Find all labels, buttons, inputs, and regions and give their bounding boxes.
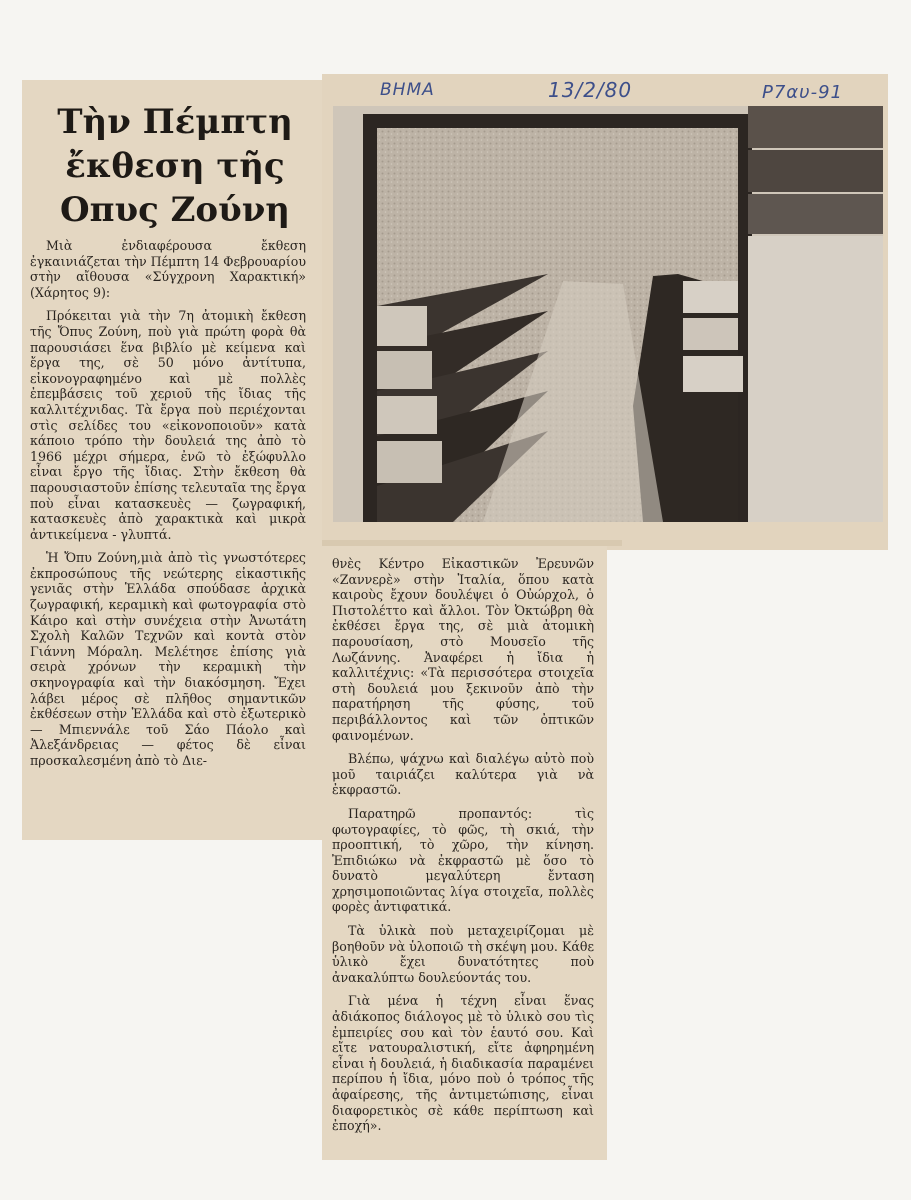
- paragraph: Παρατηρῶ προπαντός: τὶς φωτογραφίες, τὸ φῶς, τὴ σκιά, τὴν προοπτική, τὸ χῶρο, τὴν κίνηση. Ἐπιδιώκω νὰ ἐκφραστῶ μὲ ὅσο τὸ δυνατὸ μεγαλύτερη ἔνταση χρησιμοποιῶντας λίγα στοιχεῖα, πολλὲς φορὲς ἀντιφατικά.: [332, 805, 594, 915]
- paragraph: Τὰ ὑλικὰ ποὺ μεταχειρίζομαι μὲ βοηθοῦν νὰ ὑλοποιῶ τὴ σκέψη μου. Κάθε ὑλικὸ ἔχει δυνατότητες ποὺ ἀνακαλύπτω δουλεύοντάς του.: [332, 923, 594, 985]
- paragraph: Γιὰ μένα ἡ τέχνη εἶναι ἕνας ἀδιάκοπος διάλογος μὲ τὸ ὑλικὸ σου τὶς ἐμπειρίες σου καὶ τὸν ἑαυτό σου. Καὶ εἴτε νατουραλιστική, εἴτε ἀφηρημένη εἶναι ἡ δουλειά, ἡ διαδικασία παραμένει περίπου ἡ ἴδια, μόνο ποὺ ὁ τρόπος τῆς ἀφαίρεσης, τῆς ἀντιμετώπισης, εἶναι διαφορετικὸς σὲ κάθε περίπτωση καὶ ἐποχή».: [332, 993, 594, 1134]
- paragraph: Μιὰ ἐνδιαφέρουσα ἔκθεση ἐγκαινιάζεται τὴν Πέμπτη 14 Φεβρουαρίου στὴν αἴθουσα «Σύγχρονη Χαρακτική» (Χάρητος 9):: [30, 238, 306, 300]
- paragraph: Ἡ Ὄπυ Ζούνη,μιὰ ἀπὸ τὶς γνωστότερες ἐκπροσώπους τῆς νεώτερης εἰκαστικῆς γενιᾶς στὴν Ἑλλάδα σπούδασε ἀρχικὰ ζωγραφική, κεραμικὴ καὶ φωτογραφία στὸ Κάιρο καὶ στὴν συνέχεια στὴν Ἀνωτάτη Σχολὴ Καλῶν Τεχνῶν καὶ κοντὰ στὸν Γιάννη Μόραλη. Μελέτησε ἐπίσης γιὰ σειρὰ χρόνων τὴν κεραμικὴ τὴν σκηνογραφία καὶ τὴν διακόσμηση. Ἔχει λάβει μέρος σὲ πλῆθος σημαντικῶν ἐκθέσεων στὴν Ἑλλάδα καὶ στὸ ἐξωτερικὸ — Μπιεννάλε τοῦ Σάο Πάολο καὶ Ἀλεξάνδρειας — φέτος δὲ εἶναι προσκαλεσμένη ἀπὸ τὸ Διε-: [30, 550, 306, 768]
- artwork-photo: [333, 106, 883, 522]
- paragraph: θνὲς Κέντρο Εἰκαστικῶν Ἐρευνῶν «Ζαννερὲ» στὴν Ἰταλία, ὅπου κατὰ καιροὺς ἔχουν δουλέψει ὁ Οὐώρχολ, ὁ Πιστολέττο καὶ ἄλλοι. Τὸν Ὀκτώβρη θὰ ἐκθέσει ἔργα της, σὲ μιὰ ἀτομικὴ παρουσίαση, στὸ Μουσεῖο τῆς Λωζάννης. Ἀναφέρει ἡ ἴδια ἡ καλλιτέχνις: «Τὰ περισσότερα στοιχεῖα στὴ δουλειά μου ξεκινοῦν ἀπὸ τὴν παρατήρηση τῆς φύσης, τοῦ περιβάλλοντος καὶ τῶν ὀπτικῶν φαινομένων.: [332, 556, 594, 743]
- paragraph: Βλέπω, ψάχνω καὶ διαλέγω αὐτὸ ποὺ μοῦ ταιριάζει καλύτερα γιὰ νὰ ἐκφραστῶ.: [332, 751, 594, 798]
- handwritten-code: Ρ7αυ-91: [762, 82, 843, 103]
- torn-edge: [322, 540, 622, 546]
- headline: [40, 100, 310, 232]
- article-left-column: [30, 238, 306, 769]
- headline-line-1: Τὴν Πέμπτη: [57, 102, 293, 142]
- handwritten-newspaper-name: ΒΗΜΑ: [380, 80, 435, 100]
- headline-line-3: Οπυς Ζούνη: [59, 190, 291, 230]
- handwritten-date: 13/2/80: [548, 78, 633, 102]
- article-right-column: [332, 556, 594, 1134]
- headline-line-2: ἔκθεση τῆς: [65, 146, 285, 186]
- paragraph: Πρόκειται γιὰ τὴν 7η ἀτομικὴ ἔκθεση τῆς Ὄπυς Ζούνη, ποὺ γιὰ πρώτη φορὰ θὰ παρουσιάσει ἕνα βιβλίο μὲ κείμενα καὶ ἔργα της, σὲ 50 μόνο ἀντίτυπα, εἰκονογραφημένο καὶ μὲ πολλὲς ἐπεμβάσεις τοῦ χεριοῦ τῆς ἴδιας τῆς καλλιτέχνιδας. Τὰ ἔργα ποὺ περιέχονται στὶς σελίδες του «εἰκονοποιοῦν» κατὰ κάποιο τρόπο τὴν δουλειά της ἀπὸ τὸ 1966 μέχρι σήμερα, ἐνῶ τὸ ἐξώφυλλο εἶναι ἔργο τῆς ἴδιας. Στὴν ἔκθεση θὰ παρουσιαστοῦν ἐπίσης τελευταῖα της ἔργα ποὺ εἶναι κατασκευὲς — ζωγραφική, κατασκευὲς ἀπὸ χαρακτικὰ καὶ μικρὰ ἀντικείμενα - γλυπτά.: [30, 308, 306, 542]
